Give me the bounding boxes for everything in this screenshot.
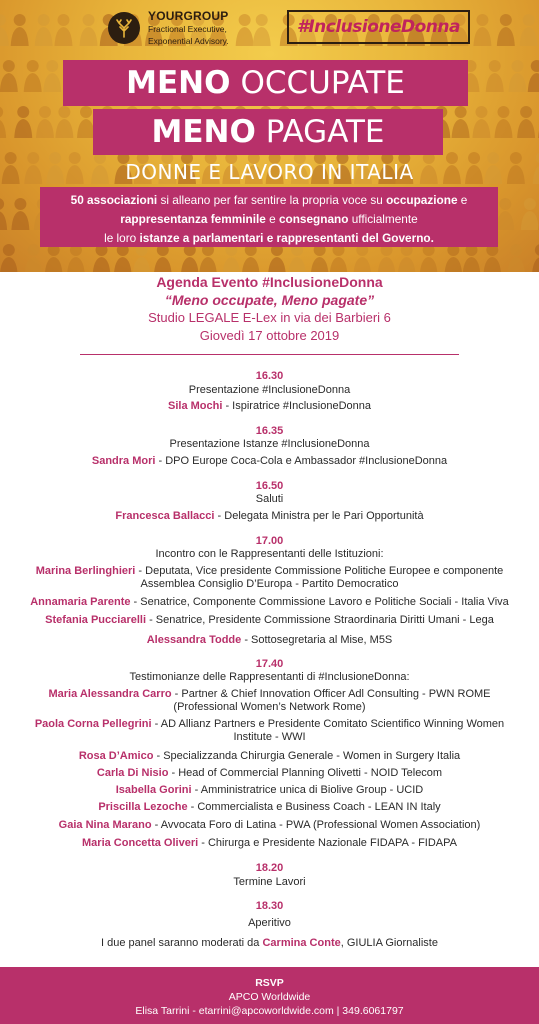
agenda-header <box>0 273 539 345</box>
speaker-role: - Amministratrice unica di Biolive Group - UCID <box>191 784 424 796</box>
headline-1-bold: MENO <box>126 64 231 101</box>
speaker-name: Marina Berlinghieri <box>35 565 136 577</box>
intro-text: occupazione <box>386 193 458 207</box>
crowd-figure-body <box>483 257 501 272</box>
speaker-role: - Head of Commercial Planning Olivetti - NOID Telecom <box>168 767 443 779</box>
crowd-figure-body <box>353 257 371 272</box>
speaker-line <box>0 595 539 610</box>
speaker-role: - Commercialista e Business Coach - LEAN IN Italy <box>187 801 441 813</box>
crowd-figure-head <box>500 14 512 26</box>
speaker-role: - Senatrice, Presidente Commissione Straordinaria Diritti Umani - Lega <box>146 614 494 626</box>
speaker-name: Paola Corna Pellegrini <box>34 718 152 730</box>
crowd-figure-head <box>239 14 251 26</box>
speaker-name: Annamaria Parente <box>30 596 131 608</box>
crowd-figure-head <box>38 14 50 26</box>
speaker-role: - Senatrice, Componente Commissione Lavoro e Politiche Sociali - Italia Viva <box>130 596 509 608</box>
crowd-figure-head <box>57 14 69 26</box>
crowd-figure-head <box>17 106 29 118</box>
crowd-figure-head <box>14 14 26 26</box>
tree-icon <box>108 12 140 44</box>
crowd-figure-head <box>512 60 524 72</box>
crowd-figure-head <box>46 60 58 72</box>
crowd-figure-head <box>0 14 6 26</box>
crowd-figure-body <box>473 27 491 46</box>
crowd-figure-body <box>93 257 111 272</box>
crowd-figure-body <box>398 257 416 272</box>
speaker-role: - Deputata, Vice presidente Commissione Politiche Europee e componente <box>135 565 504 577</box>
crowd-figure-body <box>114 257 132 272</box>
crowd-figure-body <box>517 119 535 138</box>
speaker-role: - Specializzanda Chirurgia Generale - Women in Surgery Italia <box>153 750 461 762</box>
crowd-figure-body <box>268 257 286 272</box>
crowd-figure-body <box>46 165 64 184</box>
crowd-figure-head <box>499 198 511 210</box>
crowd-figure-body <box>80 27 98 46</box>
yourgroup-logo <box>108 10 229 46</box>
crowd-figure-head <box>524 198 536 210</box>
crowd-figure-body <box>494 119 512 138</box>
speaker-line <box>0 613 539 628</box>
moderator-prefix: I due panel saranno moderati da <box>101 937 263 949</box>
speaker-line <box>0 836 539 851</box>
crowd-figure-body <box>507 257 525 272</box>
speaker-name: Rosa D’Amico <box>78 750 154 762</box>
speaker-line <box>0 749 539 764</box>
headline-1-rest: OCCUPATE <box>240 64 405 101</box>
crowd-figure-head <box>69 152 81 164</box>
speaker-name: Carla Di Nisio <box>96 767 169 779</box>
agenda-date: Giovedì 17 ottobre 2019 <box>199 328 340 343</box>
speaker-name: Sandra Mori <box>91 455 156 467</box>
crowd-figure-body <box>242 257 260 272</box>
crowd-figure-body <box>236 27 254 46</box>
crowd-figure-head <box>0 106 3 118</box>
crowd-figure-head <box>27 60 39 72</box>
intro-text: ufficialmente <box>348 212 418 226</box>
speaker-role: - Delegata Ministra per le Pari Opportunità <box>214 510 424 522</box>
crowd-figure-body <box>199 257 217 272</box>
speaker-line <box>0 399 539 414</box>
rsvp-contact[interactable]: Elisa Tarrini - etarrini@apcoworldwide.com | 349.6061797 <box>135 1005 404 1017</box>
crowd-figure-head <box>80 106 92 118</box>
crowd-figure-body <box>0 119 6 138</box>
speaker-name: Maria Concetta Oliveri <box>82 837 199 849</box>
speaker-name: Maria Alessandra Carro <box>48 688 172 700</box>
intro-text: rappresentanza femminile <box>120 212 266 226</box>
speaker-role: - Avvocata Foro di Latina - PWA (Professional Women Association) <box>151 819 481 831</box>
crowd-figure-head <box>531 60 539 72</box>
intro-text: e <box>265 212 279 226</box>
crowd-figure-head <box>49 152 61 164</box>
crowd-figure-body <box>330 257 348 272</box>
crowd-figure-body <box>24 165 42 184</box>
crowd-figure-body <box>11 27 29 46</box>
crowd-figure-body <box>54 27 72 46</box>
speaker-name: Francesca Ballacci <box>115 510 215 522</box>
crowd-figure-head <box>83 14 95 26</box>
speaker-role: - DPO Europe Coca-Cola e Ambassador #InclusioneDonna <box>155 455 448 467</box>
crowd-figure-body <box>133 257 151 272</box>
crowd-figure-body <box>0 211 7 230</box>
session-time: 18.30 <box>255 900 284 912</box>
crowd-figure-head <box>489 60 501 72</box>
crowd-figure-body <box>14 119 32 138</box>
crowd-figure-body <box>472 119 490 138</box>
crowd-figure-body <box>11 211 29 230</box>
crowd-figure-body <box>520 27 538 46</box>
speaker-name: Stefania Pucciarelli <box>45 614 147 626</box>
session-time: 16.50 <box>255 480 284 492</box>
crowd-figure-body <box>452 119 470 138</box>
crowd-figure-body <box>24 73 42 92</box>
speaker-role: - Ispiratrice #InclusioneDonna <box>222 400 371 412</box>
crowd-figure-body <box>507 165 525 184</box>
crowd-figure-body <box>378 257 396 272</box>
headline-2-bold: MENO <box>151 113 256 150</box>
headline-line-1 <box>63 60 468 106</box>
crowd-figure-head <box>487 152 499 164</box>
crowd-figure-body <box>0 257 18 272</box>
crowd-figure-body <box>0 27 9 46</box>
crowd-figure-head <box>5 152 17 164</box>
speaker-role-cont: Assemblea Consiglio D’Europa - Partito Democratico <box>140 578 399 590</box>
rsvp-footer <box>0 967 539 1024</box>
speaker-line <box>0 800 539 815</box>
speaker-role-cont: Institute - WWI <box>233 731 306 743</box>
crowd-figure-head <box>27 152 39 164</box>
session-title: Presentazione #InclusioneDonna <box>188 384 351 396</box>
session-title: Presentazione Istanze #InclusioneDonna <box>169 438 370 450</box>
speaker-name: Priscilla Lezoche <box>98 801 188 813</box>
crowd-figure-body <box>486 73 504 92</box>
logo-tagline-1: Fractional Executive, <box>148 24 227 34</box>
crowd-figure-head <box>468 152 480 164</box>
agenda-title: Agenda Evento #InclusioneDonna <box>156 274 383 290</box>
speaker-line <box>0 818 539 833</box>
speaker-name: Alessandra Todde <box>146 634 242 646</box>
crowd-figure-body <box>465 165 483 184</box>
crowd-figure-body <box>420 257 438 272</box>
intro-text: si alleano per far sentire la propria voce su <box>157 193 387 207</box>
session-time: 17.00 <box>255 535 284 547</box>
speaker-line <box>0 454 539 469</box>
crowd-figure-head <box>455 106 467 118</box>
crowd-figure-body <box>311 257 329 272</box>
speaker-line <box>0 766 539 781</box>
crowd-figure-body <box>528 73 539 92</box>
intro-text: le loro <box>104 231 140 245</box>
crowd-figure-body <box>497 27 515 46</box>
crowd-figure-body <box>45 257 63 272</box>
session-title: Termine Lavori <box>233 876 306 888</box>
rsvp-label: RSVP <box>255 977 284 989</box>
agenda-venue: Studio LEGALE E-Lex in via dei Barbieri 6 <box>148 310 391 325</box>
speaker-role-cont: (Professional Women’s Network Rome) <box>173 701 366 713</box>
session-title: Saluti <box>255 493 284 505</box>
crowd-figure-body <box>25 257 43 272</box>
crowd-figure-body <box>181 257 199 272</box>
crowd-figure-body <box>222 257 240 272</box>
crowd-figure-body <box>154 257 172 272</box>
session-time: 17.40 <box>255 658 284 670</box>
session-title: Aperitivo <box>248 917 291 929</box>
crowd-figure-head <box>0 198 4 210</box>
crowd-figure-head <box>14 198 26 210</box>
speaker-line <box>0 783 539 798</box>
crowd-figure-head <box>535 244 539 256</box>
crowd-figure-head <box>510 152 522 164</box>
crowd-figure-body <box>36 119 54 138</box>
speaker-line <box>0 509 539 524</box>
crowd-figure-body <box>43 73 61 92</box>
session-time: 16.30 <box>255 370 284 382</box>
intro-text: e <box>457 193 468 207</box>
speaker-name: Gaia Nina Marano <box>58 819 152 831</box>
intro-text: istanze a parlamentari e rappresentanti del Governo. <box>139 231 434 245</box>
crowd-figure-body <box>533 165 539 184</box>
crowd-figure-body <box>484 165 502 184</box>
crowd-figure-body <box>253 27 271 46</box>
speaker-name: Isabella Gorini <box>115 784 192 796</box>
crowd-figure-head <box>523 14 535 26</box>
crowd-figure-body <box>67 257 85 272</box>
session-title: Testimonianze delle Rappresentanti di #InclusioneDonna: <box>129 671 410 683</box>
crowd-figure-head <box>3 60 15 72</box>
crowd-figure-body <box>521 211 539 230</box>
intro-box <box>40 187 498 247</box>
headline-line-2 <box>93 109 443 155</box>
crowd-figure-head <box>28 244 40 256</box>
crowd-figure-head <box>476 14 488 26</box>
crowd-figure-head <box>475 106 487 118</box>
crowd-figure-head <box>39 106 51 118</box>
speaker-role: - AD Allianz Partners e Presidente Comitato Scientifico Winning Women <box>151 718 505 730</box>
crowd-figure-body <box>532 257 539 272</box>
session-title: Incontro con le Rappresentanti delle Istituzioni: <box>155 548 384 560</box>
rsvp-company: APCO Worldwide <box>228 991 311 1003</box>
logo-name: YOURGROUP <box>148 9 229 23</box>
intro-text: 50 associazioni <box>70 193 158 207</box>
crowd-figure-head <box>510 244 522 256</box>
agenda-subtitle: “Meno occupate, Meno pagate” <box>164 292 375 308</box>
crowd-figure-body <box>288 257 306 272</box>
crowd-figure-head <box>520 106 532 118</box>
session-time: 16.35 <box>255 425 284 437</box>
crowd-figure-head <box>497 106 509 118</box>
hashtag-badge: #InclusioneDonna <box>287 10 470 44</box>
crowd-figure-head <box>3 244 15 256</box>
session-time: 18.20 <box>255 862 284 874</box>
speaker-role: - Chirurga e Presidente Nazionale FIDAPA - FIDAPA <box>198 837 457 849</box>
logo-tagline-2: Exponential Advisory. <box>148 36 229 46</box>
speaker-line <box>0 633 539 648</box>
moderator-name: Carmina Conte <box>262 937 341 949</box>
moderator-line <box>0 936 539 951</box>
agenda-divider <box>80 354 459 355</box>
intro-text: consegnano <box>278 212 349 226</box>
speaker-role: - Sottosegretaria al Mise, M5S <box>241 634 393 646</box>
headline-subtitle: DONNE E LAVORO IN ITALIA <box>125 160 414 184</box>
crowd-figure-body <box>0 73 18 92</box>
crowd-figure-body <box>35 27 53 46</box>
hero-banner <box>0 0 539 272</box>
crowd-figure-body <box>55 119 73 138</box>
crowd-figure-body <box>2 165 20 184</box>
crowd-figure-body <box>496 211 514 230</box>
speaker-role: - Partner & Chief Innovation Officer Adl Consulting - PWN ROME <box>171 688 491 700</box>
crowd-figure-head <box>256 14 268 26</box>
crowd-figure-body <box>462 257 480 272</box>
crowd-figure-body <box>509 73 527 92</box>
crowd-figure-head <box>58 106 70 118</box>
crowd-figure-body <box>444 257 462 272</box>
moderator-suffix: , GIULIA Giornaliste <box>340 937 438 949</box>
speaker-name: Sila Mochi <box>168 400 223 412</box>
headline-2-rest: PAGATE <box>265 113 385 150</box>
